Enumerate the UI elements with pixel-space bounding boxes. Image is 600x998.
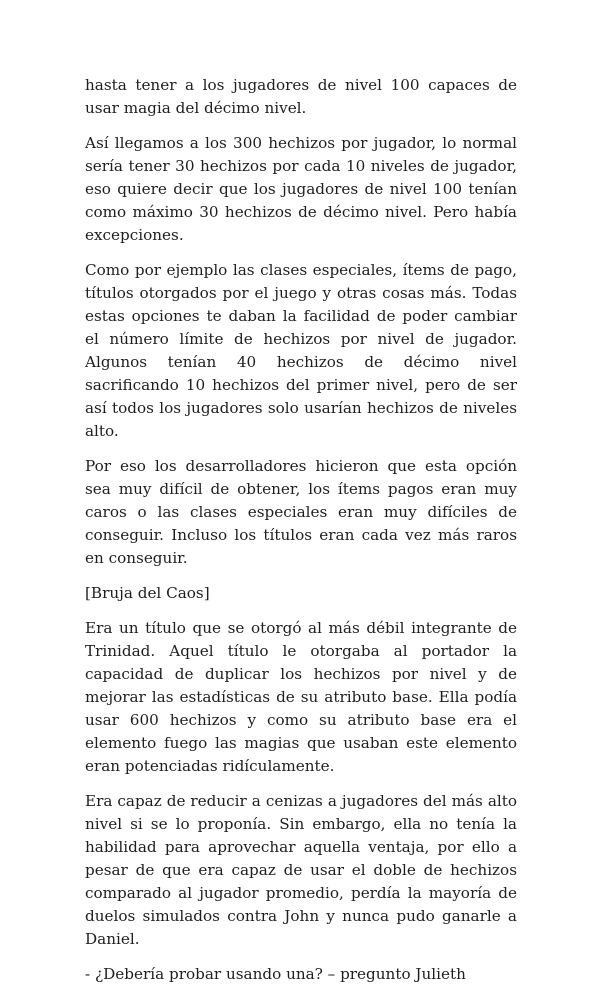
dialogue-line: - ¿Debería probar usando una? – pregunto Julieth: [85, 965, 466, 983]
paragraph-6: Era capaz de reducir a cenizas a jugadores del más alto nivel si se lo proponía. Sin embargo, ella no tenía la habilidad para aprovechar aquella ventaja, por ello a pesar de que era capaz de usar el doble de hechizos comparado al jugador promedio, perdía la mayoría de duelos simulados contra John y nunca pudo ganarle a Daniel.: [85, 792, 517, 948]
paragraph-1: hasta tener a los jugadores de nivel 100 capaces de usar magia del décimo nivel.: [85, 76, 517, 117]
paragraph-2: Así llegamos a los 300 hechizos por jugador, lo normal sería tener 30 hechizos por cada 10 niveles de jugador, eso quiere decir que los jugadores de nivel 100 tenían como máximo 30 hechizos de décimo nivel. Pero había excepciones.: [85, 134, 517, 244]
paragraph-5: Era un título que se otorgó al más débil integrante de Trinidad. Aquel título le otorgaba al portador la capacidad de duplicar los hechizos por nivel y de mejorar las estadísticas de su atributo base. Ella podía usar 600 hechizos y como su atributo base era el elemento fuego las magias que usaban este elemento eran potenciadas ridículamente.: [85, 619, 517, 775]
paragraph-3: Como por ejemplo las clases especiales, ítems de pago, títulos otorgados por el juego y otras cosas más. Todas estas opciones te daban la facilidad de poder cambiar el número límite de hechizos por nivel de jugador. Algunos tenían 40 hechizos de décimo nivel sacrificando 10 hechizos del primer nivel, pero de ser así todos los jugadores solo usarían hechizos de niveles alto.: [85, 261, 517, 440]
book-page: [85, 74, 517, 998]
section-heading: [Bruja del Caos]: [85, 584, 210, 602]
paragraph-4: Por eso los desarrolladores hicieron que esta opción sea muy difícil de obtener, los ítems pagos eran muy caros o las clases especiales eran muy difíciles de conseguir. Incluso los títulos eran cada vez más raros en conseguir.: [85, 457, 517, 567]
